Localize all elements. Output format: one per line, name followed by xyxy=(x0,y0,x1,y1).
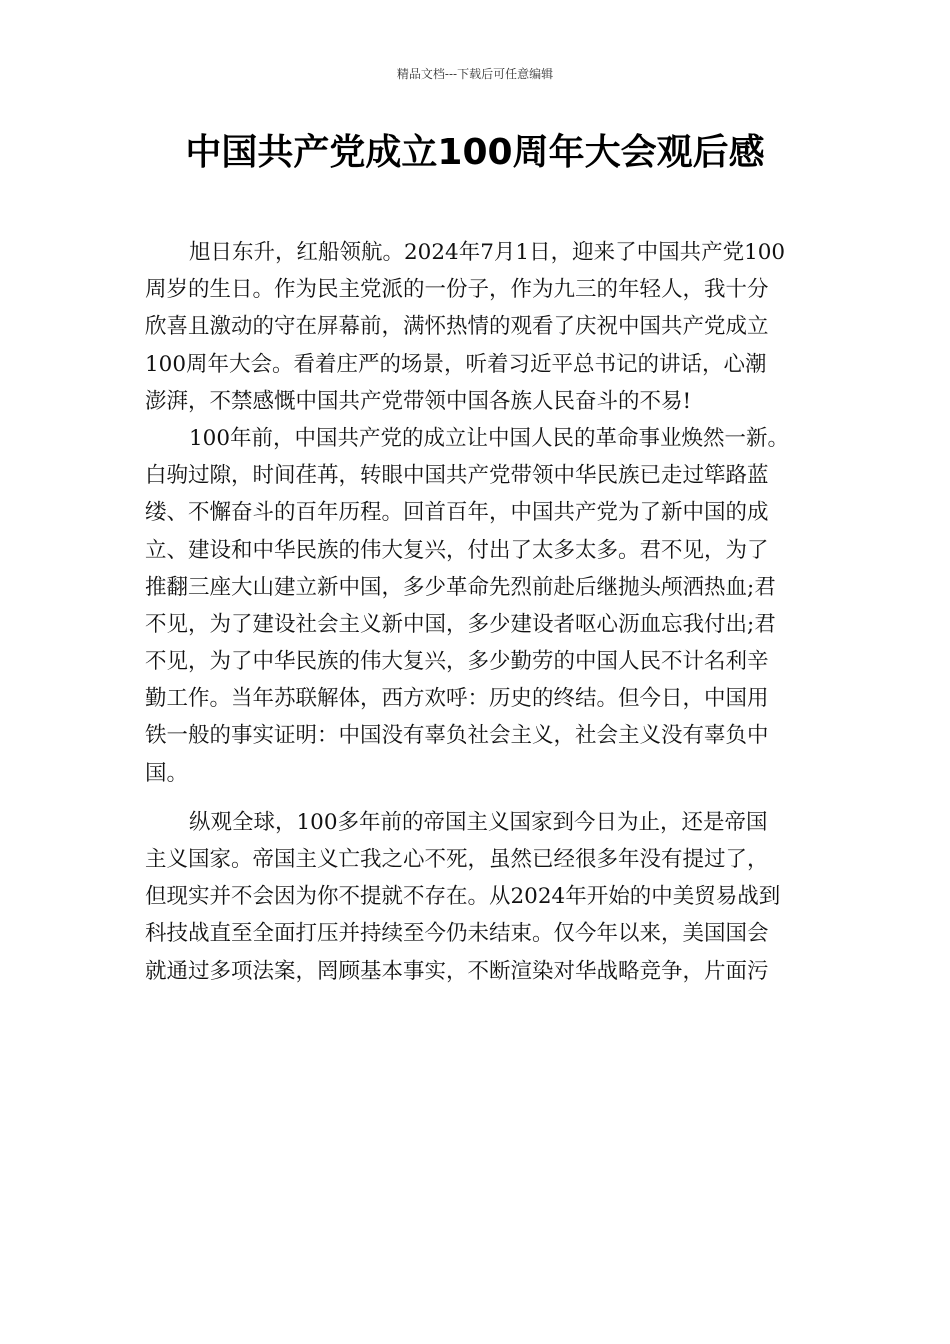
text-line: 国。 xyxy=(145,760,189,786)
text-line: 100年前，中国共产党的成立让中国人民的革命事业焕然一新。 xyxy=(189,425,790,451)
paragraph-gap xyxy=(145,792,845,804)
text-line: 不见，为了中华民族的伟大复兴，多少勤劳的中国人民不计名利辛 xyxy=(145,649,769,675)
text-line: 科技战直至全面打压并持续至今仍未结束。仅今年以来，美国国会 xyxy=(145,921,769,947)
paragraph xyxy=(145,420,845,792)
text-line: 但现实并不会因为你不提就不存在。从2024年开始的中美贸易战到 xyxy=(145,884,781,910)
text-line: 100周年大会。看着庄严的场景，听着习近平总书记的讲话，心潮 xyxy=(145,351,767,377)
text-line: 推翻三座大山建立新中国，多少革命先烈前赴后继抛头颅洒热血;君 xyxy=(145,574,776,600)
text-line: 主义国家。帝国主义亡我之心不死，虽然已经很多年没有提过了， xyxy=(145,847,769,872)
header-note: 精品文档---下载后可任意编辑 xyxy=(396,67,554,81)
text-line: 立、建设和中华民族的伟大复兴，付出了太多太多。君不见，为了 xyxy=(145,537,769,563)
article-body xyxy=(145,234,845,990)
page-title: 中国共产党成立100周年大会观后感 xyxy=(185,132,765,173)
text-line: 白驹过隙，时间荏苒，转眼中国共产党带领中华民族已走过筚路蓝 xyxy=(145,463,769,489)
text-line: 澎湃，不禁感慨中国共产党带领中国各族人民奋斗的不易! xyxy=(145,388,692,414)
text-line: 缕、不懈奋斗的百年历程。回首百年，中国共产党为了新中国的成 xyxy=(145,500,769,526)
text-line: 铁一般的事实证明：中国没有辜负社会主义，社会主义没有辜负中 xyxy=(145,723,769,749)
text-line: 周岁的生日。作为民主党派的一份子，作为九三的年轻人，我十分 xyxy=(145,277,769,303)
paragraph xyxy=(145,804,845,990)
text-line: 旭日东升，红船领航。2024年7月1日，迎来了中国共产党100 xyxy=(189,240,786,265)
paragraph xyxy=(145,234,845,420)
text-line: 欣喜且激动的守在屏幕前，满怀热情的观看了庆祝中国共产党成立 xyxy=(145,314,769,340)
text-line: 就通过多项法案，罔顾基本事实，不断渲染对华战略竞争，片面污 xyxy=(145,958,769,984)
text-line: 不见，为了建设社会主义新中国，多少建设者呕心沥血忘我付出;君 xyxy=(145,611,776,637)
text-line: 勤工作。当年苏联解体，西方欢呼：历史的终结。但今日，中国用 xyxy=(145,686,769,712)
text-line: 纵观全球，100多年前的帝国主义国家到今日为止，还是帝国 xyxy=(189,809,768,835)
